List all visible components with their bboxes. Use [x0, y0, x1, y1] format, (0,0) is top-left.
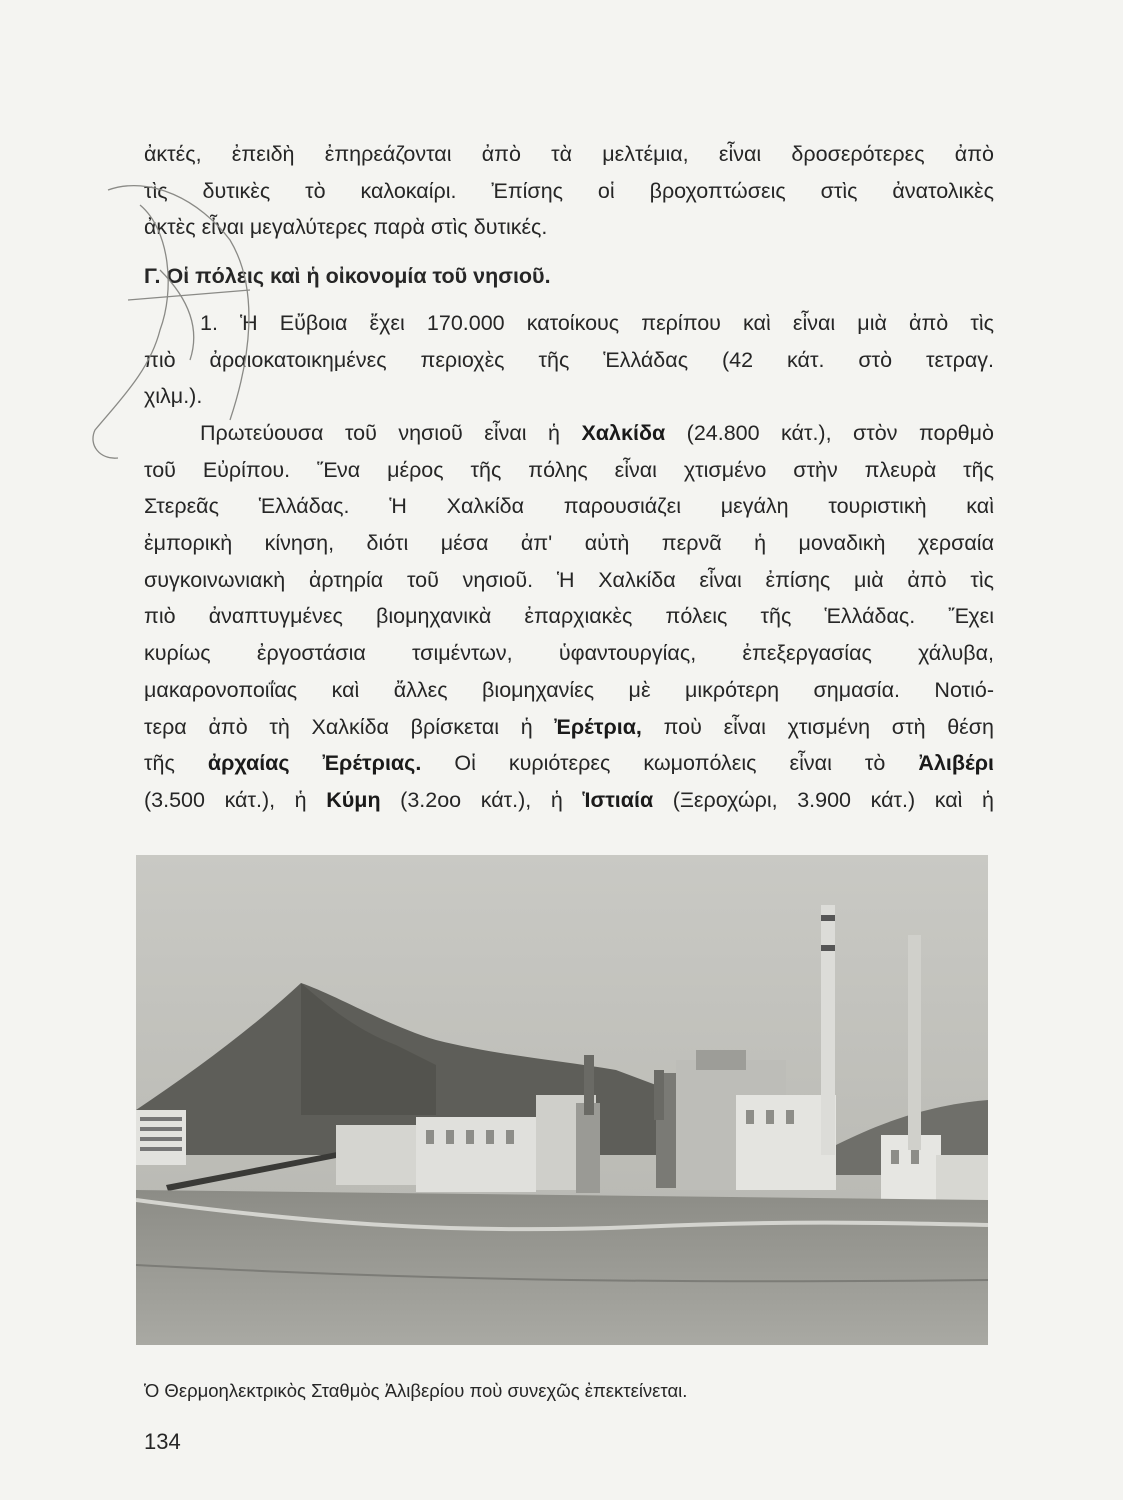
text-line: κυρίως ἐργοστάσια τσιμέντων, ὑφαντουργίας, ἐπεξεργασίας χάλυβα,	[144, 641, 994, 666]
text-line: Πρωτεύουσα τοῦ νησιοῦ εἶναι ἡ Χαλκίδα (24.800 κάτ.), στὸν πορθμὸ	[200, 420, 994, 445]
text-line: 1. Ἡ Εὔβοια ἔχει 170.000 κατοίκους περίπου καὶ εἶναι μιὰ ἀπὸ τὶς	[200, 310, 994, 335]
text-line: μακαρονοποιΐας καὶ ἄλλες βιομηχανίες μὲ μικρότερη σημασία. Νοτιό-	[144, 677, 994, 702]
text-line: τοῦ Εὐρίπου. Ἕνα μέρος τῆς πόλης εἶναι χτισμένο στὴν πλευρὰ τῆς	[144, 457, 994, 482]
text-line: συγκοινωνιακὴ ἀρτηρία τοῦ νησιοῦ. Ἡ Χαλκίδα εἶναι ἐπίσης μιὰ ἀπὸ τὶς	[144, 567, 994, 592]
bold-term-aliveri: Ἀλιβέρι	[918, 751, 994, 776]
bold-term-istiaia: Ἱστιαία	[582, 787, 654, 812]
bold-term-ancient-eretria: ἀρχαίας Ἐρέτριας.	[207, 751, 422, 776]
text-line: τὶς δυτικὲς τὸ καλοκαίρι. Ἐπίσης οἱ βροχοπτώσεις στὶς ἀνατολικὲς	[144, 178, 994, 203]
bold-term-eretria: Ἐρέτρια,	[554, 714, 642, 739]
main-text	[144, 136, 994, 819]
section-heading: Γ. Οἱ πόλεις καὶ ἡ οἰκονομία τοῦ νησιοῦ.	[144, 264, 551, 289]
page-number: 134	[144, 1429, 181, 1454]
text-line: τῆς ἀρχαίας Ἐρέτριας. Οἱ κυριότερες κωμοπόλεις εἶναι τὸ Ἀλιβέρι	[144, 751, 994, 776]
text-line: Στερεᾶς Ἑλλάδας. Ἡ Χαλκίδα παρουσιάζει μεγάλη τουριστικὴ καὶ	[144, 494, 994, 519]
text-line: χιλμ.).	[144, 384, 203, 409]
photo-caption: Ὁ Θερμοηλεκτρικὸς Σταθμὸς Ἀλιβερίου ποὺ συνεχῶς ἐπεκτείνεται.	[144, 1380, 688, 1401]
text-line: ἐμπορικὴ κίνηση, διότι μέσα ἀπ' αὐτὴ περνᾶ ἡ μοναδικὴ χερσαία	[144, 531, 994, 556]
text-line: πιὸ ἀραιοκατοικημένες περιοχὲς τῆς Ἑλλάδας (42 κάτ. στὸ τετραγ.	[144, 347, 994, 372]
power-station-photo	[136, 855, 988, 1345]
text-line: τερα ἀπὸ τὴ Χαλκίδα βρίσκεται ἡ Ἐρέτρια, ποὺ εἶναι χτισμένη στὴ θέση	[144, 714, 994, 739]
text-line: ἀκτὲς εἶναι μεγαλύτερες παρὰ στὶς δυτικές.	[144, 215, 548, 240]
text-line: ἀκτές, ἐπειδὴ ἐπηρεάζονται ἀπὸ τὰ μελτέμια, εἶναι δροσερότερες ἀπὸ	[144, 142, 994, 166]
bold-term-kymi: Κύμη	[326, 787, 381, 812]
bold-term-chalkida: Χαλκίδα	[581, 420, 666, 445]
text-line: πιὸ ἀναπτυγμένες βιομηχανικὰ ἐπαρχιακὲς πόλεις τῆς Ἑλλάδας. Ἔχει	[144, 604, 994, 629]
text-line: (3.500 κάτ.), ἡ Κύμη (3.2οο κάτ.), ἡ Ἱστιαία (Ξεροχώρι, 3.900 κάτ.) καὶ ἡ	[144, 787, 994, 812]
